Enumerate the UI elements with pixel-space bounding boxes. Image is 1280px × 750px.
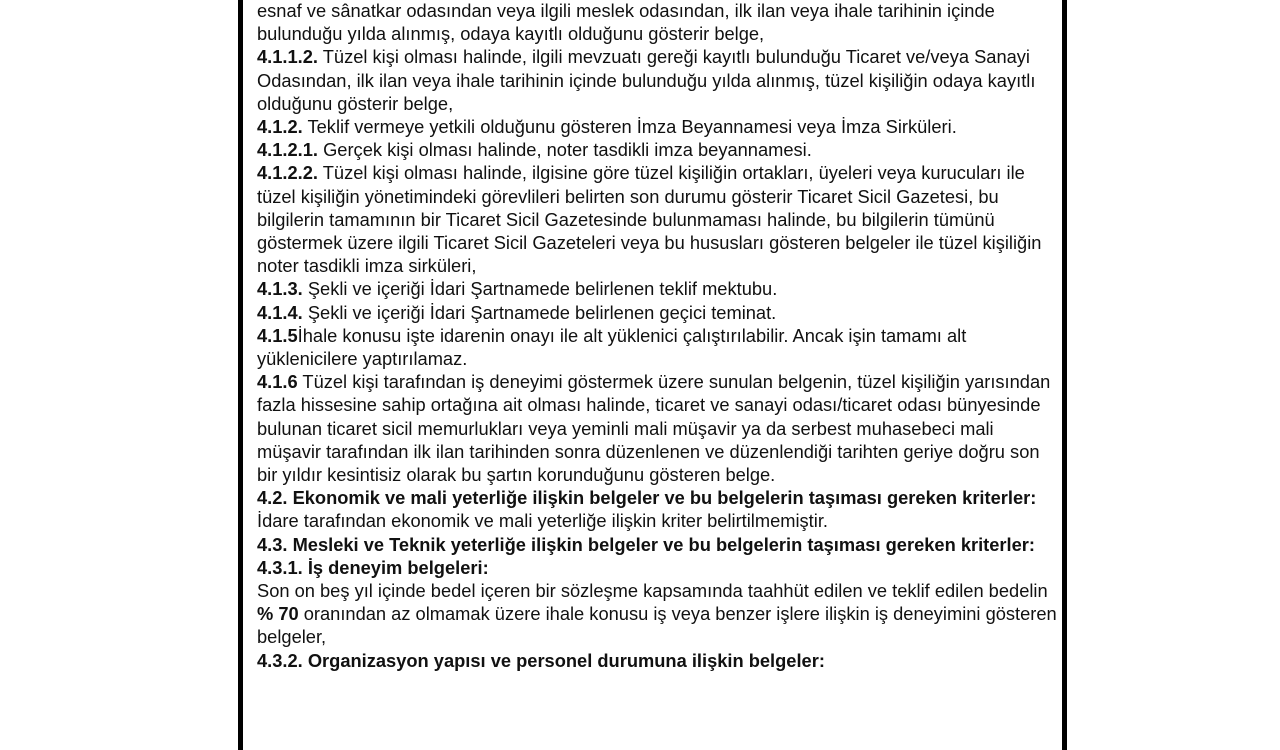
paragraph-continuation (257, 0, 1057, 45)
body-text: oranından az olmamak üzere ihale konusu iş veya benzer işlere ilişkin iş deneyimini gösteren belgeler, (257, 603, 1057, 648)
paragraph-4-1-2 (257, 115, 1057, 138)
section-heading-4-3: 4.3. Mesleki ve Teknik yeterliğe ilişkin belgeler ve bu belgelerin taşıması gereken kriterler: (257, 533, 1035, 555)
paragraph-4-1-2-1 (257, 138, 1057, 161)
paragraph-4-1-5 (257, 324, 1057, 370)
paragraph-text: Teklif vermeye yetkili olduğunu gösteren İmza Beyannamesi veya İmza Sirküleri. (302, 116, 957, 138)
clause-number: 4.1.2. (257, 116, 303, 138)
clause-number: 4.1.2.2. (257, 162, 318, 184)
clause-number: 4.1.1.2. (257, 46, 318, 68)
clause-number: 4.1.4. (257, 301, 303, 323)
paragraph-4-1-1-2 (257, 45, 1057, 115)
paragraph-text: Tüzel kişi olması halinde, ilgili mevzuatı gereği kayıtlı bulunduğu Ticaret ve/veya Sanayi Odasından, ilk ilan veya ihale tarihinin içinde bulunduğu yılda alınmış, tüzel kişiliğin odaya kayıtlı olduğunu gösterir belge, (257, 46, 1036, 114)
subsection-body-4-3-1 (257, 579, 1057, 649)
paragraph-text: Tüzel kişi olması halinde, ilgisine göre tüzel kişiliğin ortakları, üyeleri veya kurucuları ile tüzel kişiliğin yönetimindeki görevlileri belirten son durumu gösterir Ticaret Sicil Gazetesi, bu bilgilerin tamamının bir Ticaret Sicil Gazetesinde bulunmaması halinde, bu bilgilerin tümünü göstermek üzere ilgili Ticaret Sicil Gazeteleri veya bu hususları gösteren belgeler ile tüzel kişiliğin noter tasdikli imza sirküleri, (257, 162, 1042, 277)
paragraph-text: Gerçek kişi olması halinde, noter tasdikli imza beyannamesi. (318, 139, 812, 161)
section-heading-4-2: 4.2. Ekonomik ve mali yeterliğe ilişkin belgeler ve bu belgelerin taşıması gereken kriterler: (257, 487, 1037, 509)
clause-number: 4.1.3. (257, 278, 303, 300)
paragraph-text: Şekli ve içeriği İdari Şartnamede belirlenen teklif mektubu. (302, 278, 778, 300)
paragraph-4-1-4 (257, 301, 1057, 324)
subsection-heading-4-3-1: 4.3.1. İş deneyim belgeleri: (257, 556, 489, 578)
paragraph-text: Tüzel kişi tarafından iş deneyimi göstermek üzere sunulan belgenin, tüzel kişiliğin yarısından fazla hissesine sahip ortağına ait olması halinde, ticaret ve sanayi odası/ticaret odası bünyesinde bulunan ticaret sicil memurlukları veya yeminli mali müşavir ya da serbest muhasebeci mali müşavir tarafından ilk ilan tarihinden sonra düzenlenen ve düzenlendiği tarihten geriye doğru son bir yıldır kesintisiz olarak bu şartın korunduğunu gösteren belge. (257, 371, 1051, 486)
document-page (238, 0, 1067, 750)
paragraph-4-1-3 (257, 277, 1057, 300)
percentage-value: % 70 (257, 603, 299, 625)
clause-number: 4.1.5 (257, 324, 298, 346)
paragraph-text: İhale konusu işte idarenin onayı ile alt yüklenici çalıştırılabilir. Ancak işin tamamı alt yüklenicilere yaptırılamaz. (257, 324, 967, 370)
clause-number: 4.1.2.1. (257, 139, 318, 161)
body-text: Son on beş yıl içinde bedel içeren bir sözleşme kapsamında taahhüt edilen ve teklif edilen bedelin (257, 580, 1048, 602)
subsection-heading-4-3-2: 4.3.2. Organizasyon yapısı ve personel durumuna ilişkin belgeler: (257, 649, 825, 671)
paragraph-text: esnaf ve sânatkar odasından veya ilgili meslek odasından, ilk ilan veya ihale tarihinin içinde bulunduğu yılda alınmış, odaya kayıtlı olduğunu gösterir belge, (257, 0, 995, 45)
document-content (257, 0, 1057, 672)
paragraph-4-1-2-2 (257, 161, 1057, 277)
paragraph-4-1-6 (257, 370, 1057, 486)
section-body-4-2: İdare tarafından ekonomik ve mali yeterliğe ilişkin kriter belirtilmemiştir. (257, 510, 828, 532)
paragraph-text: Şekli ve içeriği İdari Şartnamede belirlenen geçici teminat. (302, 301, 777, 323)
clause-number: 4.1.6 (257, 371, 298, 393)
